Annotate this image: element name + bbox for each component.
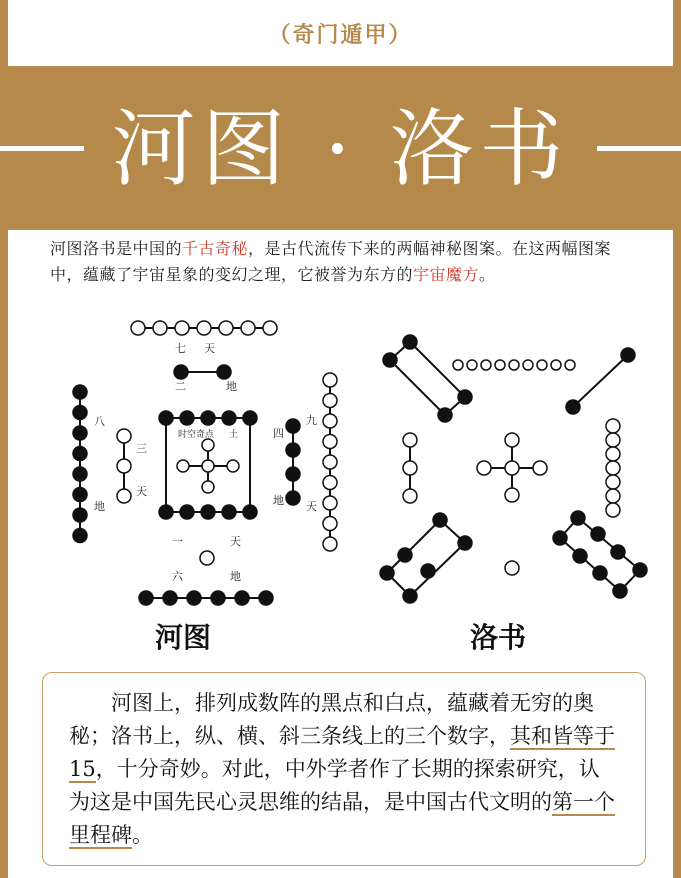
intro-text-2: ，是古代流传下来的两幅神秘图案。在这两幅图案中，蕴藏了宇宙星象的变幻之理，它被誉为东方的 xyxy=(50,239,612,284)
body-text-1: 河图上，排列成数阵的黑点和白点，蕴藏着无穷的奥秘；洛书上，纵、横、斜三条线上的三个数字， xyxy=(69,691,594,748)
black-dot xyxy=(235,591,249,605)
white-dot xyxy=(263,321,277,335)
white-dot xyxy=(505,488,519,502)
white-dot xyxy=(241,321,255,335)
black-dot xyxy=(243,505,257,519)
hetu-label: 天 xyxy=(204,342,215,355)
hetu-label: 天 xyxy=(306,500,317,513)
black-dot xyxy=(222,505,236,519)
black-dot xyxy=(73,406,87,420)
black-dot xyxy=(621,348,635,362)
hetu-label: 八 xyxy=(94,415,105,428)
white-dot xyxy=(606,489,620,503)
black-dot xyxy=(159,505,173,519)
hetu-luoshu-figure xyxy=(0,300,681,670)
black-dot xyxy=(73,488,87,502)
white-dot xyxy=(202,439,214,451)
intro-text-1: 河图洛书是中国的 xyxy=(50,239,183,258)
white-dot xyxy=(131,321,145,335)
hetu-label: 四 xyxy=(273,427,284,440)
white-dot xyxy=(403,461,417,475)
black-dot xyxy=(180,505,194,519)
hetu-label: 三 xyxy=(136,442,147,455)
white-dot xyxy=(505,433,519,447)
body-text-2: ，十分奇妙。对此，中外学者作了长期的探索研究，认为这是中国先民心灵思维的结晶，是中国古代文明的 xyxy=(69,757,600,814)
white-dot xyxy=(606,419,620,433)
hetu-label: 九 xyxy=(306,414,317,427)
black-dot xyxy=(398,548,412,562)
white-dot xyxy=(467,360,477,370)
hetu-label: 地 xyxy=(94,500,105,513)
body-underline-1: 其和皆等于15 xyxy=(69,724,615,781)
black-dot xyxy=(187,591,201,605)
intro-highlight-2: 宇宙魔方 xyxy=(413,265,480,284)
white-dot xyxy=(523,360,533,370)
white-dot xyxy=(453,360,463,370)
black-dot xyxy=(566,400,580,414)
white-dot xyxy=(197,321,211,335)
black-dot xyxy=(573,549,587,563)
hetu-label: 六 xyxy=(172,570,183,583)
black-dot xyxy=(159,411,173,425)
white-dot xyxy=(202,460,214,472)
hetu-label: 一 xyxy=(172,535,183,548)
hetu-center-label-2: 土 xyxy=(229,430,239,440)
black-dot xyxy=(286,419,300,433)
black-dot xyxy=(553,531,567,545)
white-dot xyxy=(606,461,620,475)
black-dot xyxy=(73,467,87,481)
black-dot xyxy=(571,511,585,525)
black-dot xyxy=(73,447,87,461)
white-dot xyxy=(509,360,519,370)
intro-highlight-1: 千古奇秘 xyxy=(182,239,249,258)
hetu-label: 地 xyxy=(230,570,241,583)
black-dot xyxy=(613,584,627,598)
black-dot xyxy=(139,591,153,605)
black-dot xyxy=(211,591,225,605)
hetu-label: 地 xyxy=(226,380,237,393)
white-dot xyxy=(495,360,505,370)
black-dot xyxy=(73,385,87,399)
white-dot xyxy=(117,489,131,503)
white-dot xyxy=(200,551,214,565)
white-dot xyxy=(537,360,547,370)
white-dot xyxy=(403,489,417,503)
luoshu-caption: 洛书 xyxy=(470,621,527,654)
body-text-3: 。 xyxy=(132,823,153,847)
connector-line xyxy=(410,543,465,596)
hetu-label: 天 xyxy=(230,535,241,548)
black-dot xyxy=(593,566,607,580)
white-dot xyxy=(202,481,214,493)
white-dot xyxy=(323,373,337,387)
black-dot xyxy=(180,411,194,425)
black-dot xyxy=(201,505,215,519)
body-underline-2: 第一个里程碑 xyxy=(69,790,615,847)
white-dot xyxy=(505,561,519,575)
white-dot xyxy=(565,360,575,370)
black-dot xyxy=(286,491,300,505)
white-dot xyxy=(505,461,519,475)
diagram-svg xyxy=(0,300,681,670)
black-dot xyxy=(611,545,625,559)
white-dot xyxy=(323,394,337,408)
black-dot xyxy=(73,508,87,522)
black-dot xyxy=(286,443,300,457)
hetu-label: 地 xyxy=(273,494,284,507)
white-dot xyxy=(606,447,620,461)
black-dot xyxy=(403,335,417,349)
black-dot xyxy=(163,591,177,605)
white-dot xyxy=(117,429,131,443)
white-dot xyxy=(153,321,167,335)
white-dot xyxy=(323,476,337,490)
black-dot xyxy=(380,566,394,580)
white-dot xyxy=(477,461,491,475)
black-dot xyxy=(633,563,647,577)
white-dot xyxy=(606,433,620,447)
white-dot xyxy=(175,321,189,335)
black-dot xyxy=(286,467,300,481)
white-dot xyxy=(219,321,233,335)
black-dot xyxy=(73,529,87,543)
intro-paragraph xyxy=(50,236,642,288)
white-dot xyxy=(403,433,417,447)
white-dot xyxy=(323,435,337,449)
white-dot xyxy=(551,360,561,370)
black-dot xyxy=(383,353,397,367)
black-dot xyxy=(438,408,452,422)
title-banner xyxy=(0,66,681,230)
black-dot xyxy=(433,513,447,527)
black-dot xyxy=(217,365,231,379)
black-dot xyxy=(174,365,188,379)
white-dot xyxy=(323,455,337,469)
hetu-label: 七 xyxy=(175,342,186,355)
white-dot xyxy=(323,414,337,428)
intro-text-3: 。 xyxy=(479,265,496,284)
black-dot xyxy=(201,411,215,425)
white-dot xyxy=(323,537,337,551)
black-dot xyxy=(421,564,435,578)
connector-line xyxy=(573,355,628,407)
white-dot xyxy=(117,459,131,473)
black-dot xyxy=(243,411,257,425)
hetu-center-label: 时空奇点 xyxy=(178,430,215,440)
white-dot xyxy=(533,461,547,475)
section-tag: （奇门遁甲） xyxy=(268,23,413,48)
black-dot xyxy=(458,390,472,404)
white-dot xyxy=(227,460,239,472)
white-dot xyxy=(606,503,620,517)
black-dot xyxy=(259,591,273,605)
hetu-caption: 河图 xyxy=(155,621,212,654)
white-dot xyxy=(323,517,337,531)
hetu-label: 天 xyxy=(136,485,147,498)
description-box xyxy=(42,672,646,866)
black-dot xyxy=(591,527,605,541)
hetu-label: 二 xyxy=(175,380,186,393)
white-dot xyxy=(177,460,189,472)
black-dot xyxy=(73,426,87,440)
white-dot xyxy=(323,496,337,510)
black-dot xyxy=(458,536,472,550)
white-dot xyxy=(481,360,491,370)
description-paragraph xyxy=(69,687,619,852)
black-dot xyxy=(403,589,417,603)
page-title: 河图 · 洛书 xyxy=(111,100,570,198)
white-dot xyxy=(606,475,620,489)
black-dot xyxy=(222,411,236,425)
